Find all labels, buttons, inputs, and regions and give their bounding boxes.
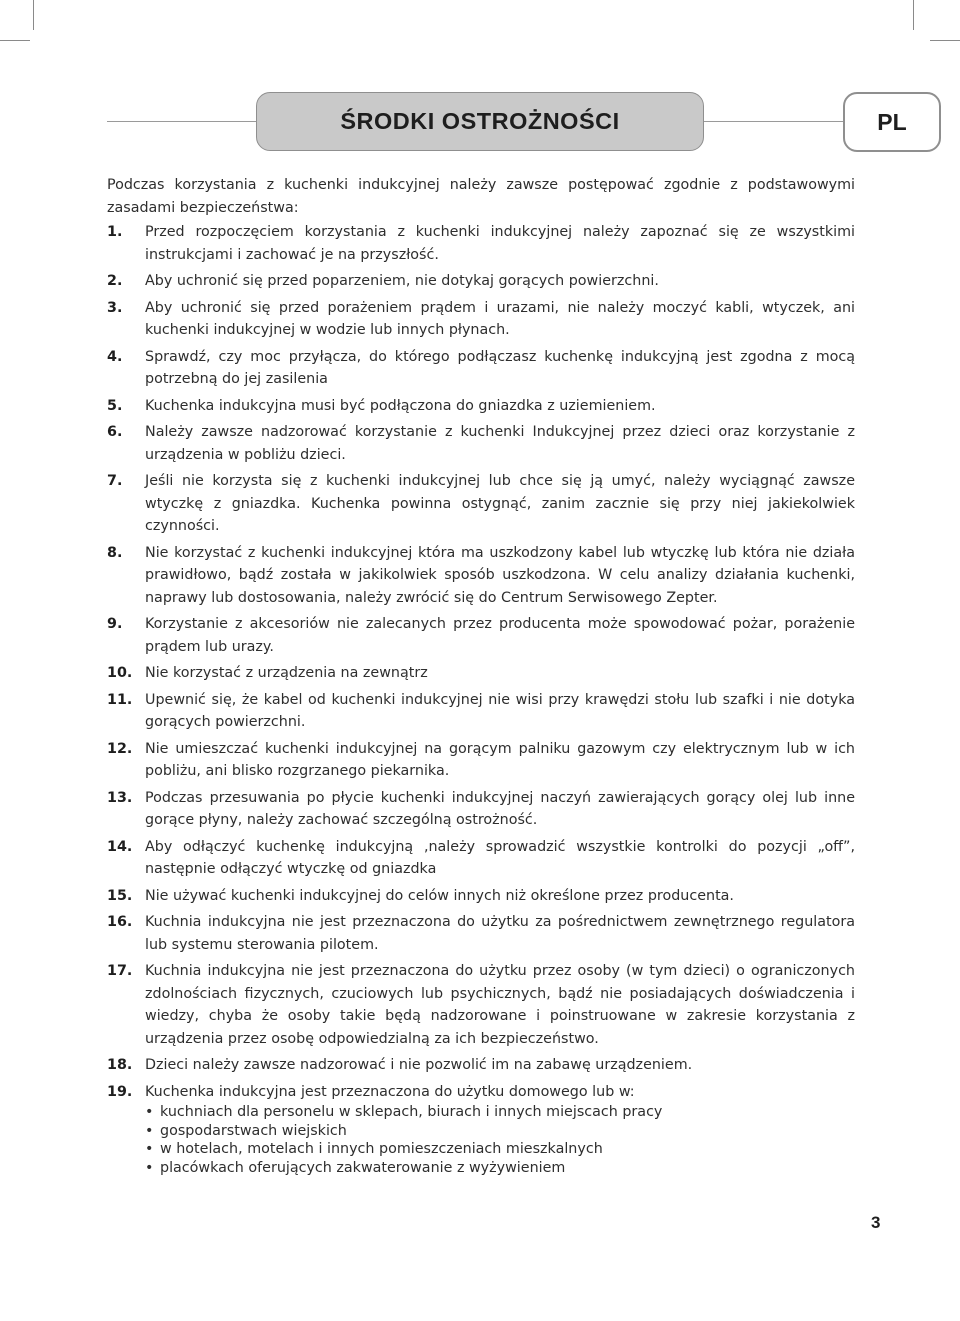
- item-text: Kuchenka indukcyjna jest przeznaczona do użytku domowego lub w:: [145, 1083, 635, 1100]
- item-number: 6.: [107, 424, 123, 440]
- instruction-item: [107, 613, 855, 658]
- item-text: Nie używać kuchenki indukcyjnej do celów innych niż określone przez producenta.: [145, 887, 734, 904]
- instruction-item: [107, 470, 855, 538]
- instruction-item: [107, 542, 855, 610]
- item-text: Sprawdź, czy moc przyłącza, do którego podłączasz kuchenkę indukcyjną jest zgodna z mocą potrzebną do jej zasilenia: [145, 348, 855, 387]
- language-code: PL: [877, 108, 907, 135]
- bullet-item: • kuchniach dla personelu w sklepach, biurach i innych miejscach pracy: [145, 1103, 855, 1122]
- instruction-item: [107, 960, 855, 1050]
- crop-mark: [0, 40, 30, 41]
- item-text: Kuchnia indukcyjna nie jest przeznaczona do użytku za pośrednictwem zewnętrznego regulatora lub systemu sterowania pilotem.: [145, 914, 855, 953]
- instruction-list: [107, 221, 855, 1103]
- item-text: Należy zawsze nadzorować korzystanie z kuchenki Indukcyjnej przez dzieci oraz korzystanie z urządzenia w pobliżu dzieci.: [145, 424, 855, 463]
- item-number: 9.: [107, 616, 123, 632]
- item-number: 16.: [107, 914, 133, 930]
- usage-bullet-list: [145, 1103, 855, 1177]
- item-text: Aby odłączyć kuchenkę indukcyjną ,należy sprowadzić wszystkie kontrolki do pozycji „off”, następnie odłączyć wtyczkę od gniazdka: [145, 838, 855, 877]
- bullet-item: • w hotelach, motelach i innych pomieszczeniach mieszkalnych: [145, 1140, 855, 1159]
- page-number: 3: [871, 1213, 881, 1232]
- item-number: 10.: [107, 665, 133, 681]
- item-number: 5.: [107, 397, 123, 414]
- language-badge: [843, 92, 941, 152]
- item-number: 19.: [107, 1083, 133, 1100]
- item-number: 4.: [107, 348, 123, 365]
- item-text: Podczas przesuwania po płycie kuchenki indukcyjnej naczyń zawierających gorący olej lub inne gorące płyny, należy zachować szczególną ostrożność.: [145, 789, 855, 828]
- intro-text: Podczas korzystania z kuchenki indukcyjnej należy zawsze postępować zgodnie z podstawowymi zasadami bezpieczeństwa:: [107, 177, 855, 216]
- item-text: Aby uchronić się przed poparzeniem, nie dotykaj gorących powierzchni.: [145, 273, 659, 289]
- item-number: 12.: [107, 740, 133, 757]
- instruction-item: [107, 421, 855, 466]
- item-text: Jeśli nie korzysta się z kuchenki indukcyjnej lub chce się ją umyć, należy wyciągnąć zawsze wtyczkę z gniazdka. Kuchenka powinna ostygnąć, zanim zacznie się przy niej jakiekolwiek czynności.: [145, 473, 855, 534]
- crop-mark: [913, 0, 914, 30]
- instruction-item: [107, 738, 855, 783]
- item-text: Nie korzystać z urządzenia na zewnątrz: [145, 665, 428, 681]
- safety-instructions: [107, 174, 855, 1177]
- item-text: Kuchenka indukcyjna musi być podłączona do gniazdka z uziemieniem.: [145, 397, 656, 414]
- item-text: Kuchnia indukcyjna nie jest przeznaczona do użytku przez osoby (w tym dzieci) o ograniczonych zdolnościach fizycznych, czuciowych lub psychicznych, bądź nie posiadających doświadczenia i wiedzy, chyba że osoby takie będą nadzorowane i poinstruowane w zakresie korzystania z urządzenia przez osobę odpowiedzialną za ich bezpieczeństwo.: [145, 963, 855, 1047]
- item-number: 1.: [107, 224, 123, 240]
- item-text: Przed rozpoczęciem korzystania z kuchenki indukcyjnej należy zapoznać się ze wszystkimi instrukcjami i zachować je na przyszłość.: [145, 224, 855, 263]
- instruction-item: [107, 297, 855, 342]
- instruction-item: [107, 662, 855, 685]
- item-text: Nie umieszczać kuchenki indukcyjnej na gorącym palniku gazowym czy elektrycznym lub w ich pobliżu, ani blisko rozgrzanego piekarnika.: [145, 740, 855, 779]
- section-title-box: [256, 92, 704, 151]
- instruction-item: [107, 270, 855, 293]
- header-rule-left: [107, 121, 257, 122]
- instruction-item: [107, 346, 855, 391]
- item-number: 8.: [107, 544, 123, 561]
- bullet-item: • placówkach oferujących zakwaterowanie z wyżywieniem: [145, 1159, 855, 1178]
- item-text: Nie korzystać z kuchenki indukcyjnej która ma uszkodzony kabel lub wtyczkę lub która nie działa prawidłowo, bądź została w jakikolwiek sposób uszkodzona. W celu analizy działania kuchenki, naprawy lub dostosowania, należy zwrócić się do Centrum Serwisowego Zepter.: [145, 544, 855, 606]
- instruction-item: [107, 836, 855, 881]
- crop-mark: [930, 40, 960, 41]
- header-rule-right: [704, 121, 844, 122]
- item-text: Upewnić się, że kabel od kuchenki indukcyjnej nie wisi przy krawędzi stołu lub szafki i nie dotyka gorących powierzchni.: [145, 691, 855, 730]
- item-text: Korzystanie z akcesoriów nie zalecanych przez producenta może spowodować pożar, porażenie prądem lub urazy.: [145, 616, 855, 655]
- instruction-item: [107, 1054, 855, 1077]
- instruction-item: [107, 221, 855, 266]
- item-number: 15.: [107, 887, 133, 904]
- instruction-item: [107, 395, 855, 418]
- item-number: 11.: [107, 691, 133, 708]
- item-number: 3.: [107, 299, 123, 316]
- bullet-item: • gospodarstwach wiejskich: [145, 1122, 855, 1141]
- instruction-item: [107, 787, 855, 832]
- crop-mark: [33, 0, 34, 30]
- item-number: 13.: [107, 789, 133, 806]
- section-title: ŚRODKI OSTROŻNOŚCI: [340, 108, 620, 134]
- instruction-item: [107, 885, 855, 908]
- instruction-item: [107, 911, 855, 956]
- instruction-item: [107, 689, 855, 734]
- item-text: Aby uchronić się przed porażeniem prądem i urazami, nie należy moczyć kabli, wtyczek, ani kuchenki indukcyjnej w wodzie lub innych płynach.: [145, 299, 855, 338]
- item-number: 17.: [107, 963, 133, 979]
- item-number: 14.: [107, 838, 133, 855]
- item-number: 2.: [107, 273, 123, 289]
- item-number: 7.: [107, 473, 123, 489]
- item-text: Dzieci należy zawsze nadzorować i nie pozwolić im na zabawę urządzeniem.: [145, 1057, 693, 1073]
- instruction-item: [107, 1081, 855, 1104]
- item-number: 18.: [107, 1057, 133, 1073]
